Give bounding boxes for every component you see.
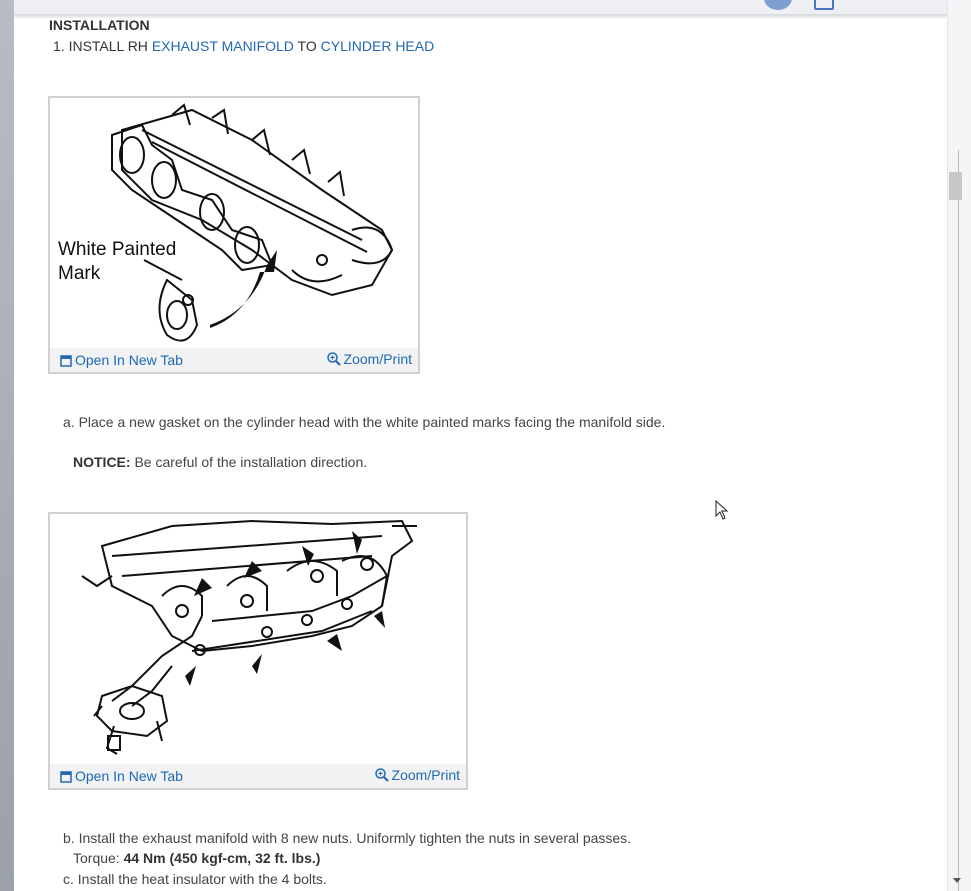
figure-manifold-toolbar bbox=[50, 764, 466, 788]
scrollbar-track-line bbox=[958, 150, 959, 891]
zoom-print-button[interactable] bbox=[327, 351, 412, 367]
torque-label: Torque: bbox=[73, 850, 124, 866]
add-bookmark-icon[interactable] bbox=[814, 0, 834, 10]
zoom-label: Zoom/Print bbox=[391, 767, 460, 783]
torque-value: 44 Nm (450 kgf-cm, 32 ft. lbs.) bbox=[123, 850, 321, 866]
step-a: a. Place a new gasket on the cylinder head with the white painted marks facing the manifold side. bbox=[63, 414, 666, 430]
label-line-1: White Painted bbox=[58, 239, 177, 260]
label-line-2: Mark bbox=[58, 263, 101, 284]
user-avatar[interactable] bbox=[764, 0, 792, 10]
vertical-scrollbar[interactable] bbox=[947, 0, 971, 891]
step-1-prefix: 1. INSTALL RH bbox=[53, 38, 152, 54]
scroll-down-icon[interactable] bbox=[953, 878, 961, 883]
new-tab-icon bbox=[60, 771, 72, 783]
step-1-mid: TO bbox=[293, 38, 321, 54]
cylinder-head-link[interactable]: CYLINDER HEAD bbox=[320, 38, 435, 54]
step-c: c. Install the heat insulator with the 4 bolts. bbox=[63, 871, 327, 887]
background-window-edge bbox=[0, 0, 14, 891]
manifold-illustration bbox=[52, 516, 466, 766]
mouse-cursor-icon bbox=[715, 500, 729, 520]
scrollbar-thumb[interactable] bbox=[949, 172, 962, 200]
exhaust-manifold-link[interactable]: EXHAUST MANIFOLD bbox=[151, 38, 294, 54]
notice bbox=[73, 454, 367, 470]
torque bbox=[73, 850, 320, 866]
new-tab-icon bbox=[60, 355, 72, 367]
figure-gasket-image[interactable] bbox=[52, 100, 416, 346]
white-painted-mark-label bbox=[58, 238, 176, 286]
document-page bbox=[14, 0, 947, 891]
zoom-icon bbox=[327, 352, 341, 366]
figure-manifold bbox=[48, 512, 468, 790]
section-heading: INSTALLATION bbox=[49, 17, 150, 33]
step-b: b. Install the exhaust manifold with 8 new nuts. Uniformly tighten the nuts in several passes. bbox=[63, 830, 632, 846]
notice-text: Be careful of the installation direction. bbox=[130, 454, 368, 470]
open-in-new-tab-button[interactable] bbox=[60, 768, 183, 784]
zoom-print-button[interactable] bbox=[375, 767, 460, 783]
zoom-icon bbox=[375, 768, 389, 782]
open-label: Open In New Tab bbox=[75, 768, 183, 784]
gasket-illustration bbox=[52, 100, 418, 350]
figure-manifold-image[interactable] bbox=[52, 516, 464, 762]
figure-gasket bbox=[48, 96, 420, 374]
open-in-new-tab-button[interactable] bbox=[60, 352, 183, 368]
figure-gasket-toolbar bbox=[50, 348, 418, 372]
top-toolbar bbox=[14, 0, 947, 15]
open-label: Open In New Tab bbox=[75, 352, 183, 368]
step-1 bbox=[53, 38, 434, 54]
notice-label: NOTICE: bbox=[73, 454, 131, 470]
zoom-label: Zoom/Print bbox=[343, 351, 412, 367]
